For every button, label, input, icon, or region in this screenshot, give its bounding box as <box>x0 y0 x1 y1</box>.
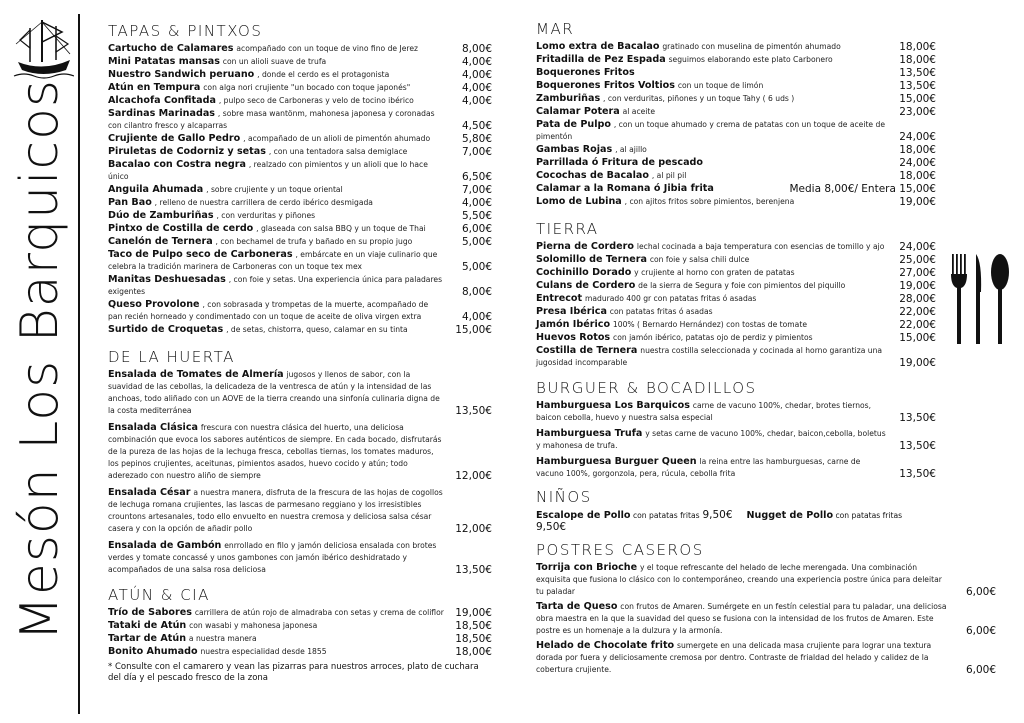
item-description: , con bechamel de trufa y bañado en su propio jugo <box>215 237 413 246</box>
item-price: 18,00€ <box>899 170 936 182</box>
item-name: Parrillada ó Fritura de pescado <box>536 157 704 168</box>
item-name: Pierna de Cordero <box>536 241 634 252</box>
item-price: 19,00€ <box>899 357 936 369</box>
item-price: 24,00€ <box>899 157 936 169</box>
boat-logo-icon <box>12 14 74 84</box>
mar-item <box>536 119 936 143</box>
item-description: enrrollado en filo y jamón deliciosa ensalada con brotes verdes y tomate concassé y unos gambones con jamón ibérico deshidratado y acompañados de una salsa rosa deliciosa <box>108 541 437 574</box>
item-name: Dúo de Zamburiñas <box>108 210 214 221</box>
item-description: gratinado con muselina de pimentón ahumado <box>662 42 841 51</box>
tapas-item <box>108 249 492 273</box>
item-name: Hamburguesa Trufa <box>536 428 643 439</box>
item-description: , donde el cerdo es el protagonista <box>257 70 390 79</box>
item-description: , pulpo seco de Carboneras y velo de tocino ibérico <box>218 96 414 105</box>
item-name: Nuestro Sandwich peruano <box>108 69 255 80</box>
item-name: Helado de Chocolate frito <box>536 640 675 651</box>
tierra-item <box>536 345 936 369</box>
postres-list <box>536 562 996 676</box>
item-description: , con verduritas, piñones y un toque Tahy ( 6 uds ) <box>603 94 795 103</box>
burguer-list <box>536 400 936 480</box>
item-name: Anguila Ahumada <box>108 184 204 195</box>
item-name: Lomo de Lubina <box>536 196 622 207</box>
item-price: 13,50€ <box>899 412 936 424</box>
tierra-item <box>536 254 936 266</box>
item-name: Pata de Pulpo <box>536 119 611 130</box>
mar-list <box>536 41 936 208</box>
item-name: Boquerones Fritos <box>536 67 635 78</box>
huerta-item <box>108 422 492 482</box>
item-description: , al ajillo <box>615 145 647 154</box>
item-price: 8,00€ <box>461 286 492 298</box>
item-description: al aceite <box>622 107 656 116</box>
item-price: 13,50€ <box>455 564 492 576</box>
item-name: Tartar de Atún <box>108 633 187 644</box>
item-description: , con ajitos fritos sobre pimientos, berenjena <box>624 197 795 206</box>
section-title-tapas: TAPAS & PINTXOS <box>108 22 263 40</box>
item-price: 24,00€ <box>899 131 936 143</box>
item-description: , con sobrasada y trompetas de la muerte, acompañado de pan recién horneado y condimentado con un toque de aceite de oliva virgen extra <box>108 300 429 321</box>
item-name: Trío de Sabores <box>108 607 192 618</box>
item-price: 6,00€ <box>965 586 996 598</box>
item-price: 27,00€ <box>899 267 936 279</box>
tapas-item <box>108 236 492 248</box>
item-name: Queso Provolone <box>108 299 200 310</box>
item-description: nuestra especialidad desde 1855 <box>200 647 327 656</box>
item-description: , sobre crujiente y un toque oriental <box>206 185 343 194</box>
item-name: Huevos Rotos <box>536 332 611 343</box>
huerta-item <box>108 540 492 576</box>
mar-item <box>536 67 936 79</box>
item-price: 18,00€ <box>455 646 492 658</box>
postres-item <box>536 640 996 676</box>
tierra-item <box>536 319 936 331</box>
item-description: con jamón ibérico, patatas ojo de perdiz y pimientos <box>613 333 813 342</box>
item-price: 28,00€ <box>899 293 936 305</box>
burguer-item <box>536 428 936 452</box>
item-name: Pintxo de Costilla de cerdo <box>108 223 254 234</box>
item-name: Crujiente de Gallo Pedro <box>108 133 241 144</box>
postres-item <box>536 601 996 637</box>
tapas-item <box>108 95 492 107</box>
section-title-atun: ATÚN & CIA <box>108 586 210 604</box>
item-price: 12,00€ <box>455 470 492 482</box>
item-description: jugosos y llenos de sabor, con la suavidad de las cebollas, la delicadeza de la ventresca de atún y la intensidad de las anchoas, todo aliñado con un AOVE de la tierra creando una sinfonía culinaria digna de la costa mediterránea <box>108 370 440 415</box>
item-name: Hamburguesa Burguer Queen <box>536 456 697 467</box>
tapas-item <box>108 324 492 336</box>
item-name: Hamburguesa Los Barquicos <box>536 400 690 411</box>
tapas-item <box>108 210 492 222</box>
item-description: nuestra costilla seleccionada y cocinada al horno garantiza una jugosidad incomparable <box>536 346 883 367</box>
item-description: , embárcate en un viaje culinario que celebra la tradición marinera de Carboneras con un toque tex mex <box>108 250 438 271</box>
item-price: 4,00€ <box>461 95 492 107</box>
item-price: 13,50€ <box>899 468 936 480</box>
item-price: 18,50€ <box>455 620 492 632</box>
item-description: con patatas fritas ó asadas <box>609 307 713 316</box>
item-name: Cocochas de Bacalao <box>536 170 649 181</box>
tapas-item <box>108 82 492 94</box>
restaurant-name: Mesón Los Barquicos <box>10 78 70 642</box>
item-description: y crujiente al horno con graten de patatas <box>634 268 795 277</box>
tapas-item <box>108 299 492 323</box>
item-description: , sobre masa wantönm, mahonesa japonesa y coronadas con cilantro fresco y alcaparras <box>108 109 435 130</box>
tapas-item <box>108 56 492 68</box>
tapas-item <box>108 43 492 55</box>
item-price: 23,00€ <box>899 106 936 118</box>
item-description: con patatas fritas <box>833 511 903 520</box>
item-name: Presa Ibérica <box>536 306 607 317</box>
item-description: , con foie y setas. Una experiencia única para paladares exigentes <box>108 275 443 296</box>
item-description: carne de vacuno 100%, chedar, brotes tiernos, baicon cebolla, huevo y nuestra salsa especial <box>536 401 872 422</box>
item-name: Ensalada de Tomates de Almería <box>108 369 284 380</box>
item-description: y setas carne de vacuno 100%, chedar, baicon,cebolla, boletus y mahonesa de trufa. <box>536 429 886 450</box>
item-name: Torrija con Brioche <box>536 562 638 573</box>
cutlery-icon <box>948 252 1012 348</box>
burguer-item <box>536 400 936 424</box>
item-description: seguimos elaborando este plato Carbonero <box>668 55 833 64</box>
item-description: , acompañado de un alioli de pimentón ahumado <box>243 134 431 143</box>
right-column <box>536 20 996 679</box>
left-column <box>108 22 492 684</box>
atun-list <box>108 607 492 658</box>
item-name: Piruletas de Codorniz y setas <box>108 146 266 157</box>
item-name: Ensalada César <box>108 487 191 498</box>
item-price: 13,50€ <box>899 80 936 92</box>
item-price: 6,00€ <box>965 664 996 676</box>
huerta-item <box>108 487 492 535</box>
tierra-list <box>536 241 936 369</box>
item-description: , al pil pil <box>651 171 687 180</box>
mar-item <box>536 41 936 53</box>
item-price: 19,00€ <box>899 196 936 208</box>
item-price: 4,50€ <box>461 120 492 132</box>
huerta-list <box>108 369 492 576</box>
item-description: , con un toque ahumado y crema de patatas con un toque de aceite de pimentón <box>536 120 886 141</box>
item-price: 13,50€ <box>899 440 936 452</box>
tapas-item <box>108 184 492 196</box>
item-description: a nuestra manera <box>188 634 257 643</box>
item-price: 19,00€ <box>899 280 936 292</box>
item-price: 4,00€ <box>461 69 492 81</box>
item-price: 9,50€ <box>536 521 567 533</box>
item-description: con patatas fritas <box>630 511 700 520</box>
item-price: Media 8,00€/ Entera 15,00€ <box>789 183 936 195</box>
tapas-item <box>108 223 492 235</box>
item-description: carrillera de atún rojo de almadraba con setas y crema de coliflor <box>194 608 444 617</box>
item-price: 24,00€ <box>899 241 936 253</box>
item-name: Taco de Pulpo seco de Carboneras <box>108 249 293 260</box>
section-title-tierra: TIERRA <box>536 220 599 238</box>
section-title-mar: MAR <box>536 20 575 38</box>
item-name: Gambas Rojas <box>536 144 613 155</box>
mar-item <box>536 170 936 182</box>
tierra-item <box>536 306 936 318</box>
item-name: Ensalada de Gambón <box>108 540 222 551</box>
item-name: Tarta de Queso <box>536 601 618 612</box>
item-name: Alcachofa Confitada <box>108 95 216 106</box>
mar-item <box>536 144 936 156</box>
huerta-item <box>108 369 492 417</box>
item-name: Costilla de Ternera <box>536 345 638 356</box>
item-name: Surtido de Croquetas <box>108 324 224 335</box>
item-price: 6,00€ <box>965 625 996 637</box>
item-description: con un toque de limón <box>677 81 764 90</box>
item-description: , de setas, chistorra, queso, calamar en su tinta <box>226 325 408 334</box>
mar-item <box>536 183 936 195</box>
item-price: 4,00€ <box>461 311 492 323</box>
section-title-ninos: NIÑOS <box>536 488 592 506</box>
item-price: 4,00€ <box>461 56 492 68</box>
item-price: 7,00€ <box>461 146 492 158</box>
mar-item <box>536 54 936 66</box>
ninos-list <box>536 509 936 533</box>
item-name: Solomillo de Ternera <box>536 254 647 265</box>
item-price: 4,00€ <box>461 197 492 209</box>
item-price: 12,00€ <box>455 523 492 535</box>
item-price: 9,50€ <box>702 509 733 521</box>
item-description: frescura con nuestra clásica del huerto, una deliciosa combinación que evoca los sabores auténticos de siempre. En cada bocado, disfrutarás de la pureza de las hojas de la lechuga fresca, cebollas tiernas, los tomates maduros, los pepinos crujientes, aceitunas, pimientos asados, huevo cocido y atún; todo aderezado con nuestro aliño de siempre <box>108 423 442 480</box>
item-name: Boquerones Fritos Voltios <box>536 80 675 91</box>
item-name: Canelón de Ternera <box>108 236 213 247</box>
item-price: 15,00€ <box>455 324 492 336</box>
item-description: sumergete en una delicada masa crujiente para lograr una textura dorada por fuera y deliciosamente cremosa por dentro. Contraste de frialdad del helado y calidez de la cobertura crujiente. <box>536 641 932 674</box>
item-name: Sardinas Marinadas <box>108 108 216 119</box>
mar-item <box>536 106 936 118</box>
item-name: Pan Bao <box>108 197 152 208</box>
tapas-item <box>108 108 492 132</box>
item-description: la reina entre las hamburguesas, carne de vacuno 100%, gorgonzola, pera, rúcula, cebolla frita <box>536 457 861 478</box>
item-name: Zamburiñas <box>536 93 601 104</box>
item-name: Mini Patatas mansas <box>108 56 220 67</box>
item-price: 25,00€ <box>899 254 936 266</box>
section-title-postres: POSTRES CASEROS <box>536 541 704 559</box>
item-price: 4,00€ <box>461 82 492 94</box>
tapas-item <box>108 159 492 183</box>
item-price: 18,00€ <box>899 144 936 156</box>
item-description: con foie y salsa chili dulce <box>649 255 750 264</box>
item-name: Bonito Ahumado <box>108 646 198 657</box>
item-price: 18,50€ <box>455 633 492 645</box>
postres-item <box>536 562 996 598</box>
item-name: Lomo extra de Bacalao <box>536 41 660 52</box>
item-name: Escalope de Pollo <box>536 510 631 521</box>
item-name: Nugget de Pollo <box>746 510 834 521</box>
item-price: 22,00€ <box>899 306 936 318</box>
item-description: de la sierra de Segura y foie con pimientos del piquillo <box>638 281 846 290</box>
atun-item <box>108 607 492 619</box>
item-name: Calamar Potera <box>536 106 620 117</box>
item-description: con un alioli suave de trufa <box>222 57 327 66</box>
item-name: Entrecot <box>536 293 583 304</box>
tapas-item <box>108 146 492 158</box>
tierra-item <box>536 241 936 253</box>
mar-item <box>536 157 936 169</box>
section-title-huerta: DE LA HUERTA <box>108 348 235 366</box>
item-name: Bacalao con Costra negra <box>108 159 246 170</box>
ninos-item <box>536 511 733 521</box>
tapas-list <box>108 43 492 336</box>
item-price: 6,50€ <box>461 171 492 183</box>
item-price: 6,00€ <box>461 223 492 235</box>
item-price: 5,00€ <box>461 236 492 248</box>
item-description: con frutos de Amaren. Sumérgete en un festín celestial para tu paladar, una deliciosa obra maestra en la que la suavidad del queso se fusiona con la intensidad de los frutos de Amaren. Este postre es un homenaje a la dulzura y la armonía. <box>536 602 947 635</box>
vertical-divider <box>78 14 80 714</box>
item-description: , con verduritas y piñones <box>216 211 316 220</box>
atun-item <box>108 620 492 632</box>
item-name: Atún en Tempura <box>108 82 201 93</box>
mar-item <box>536 196 936 208</box>
mar-item <box>536 80 936 92</box>
item-description: acompañado con un toque de vino fino de Jerez <box>236 44 418 53</box>
item-name: Tataki de Atún <box>108 620 187 631</box>
item-price: 7,00€ <box>461 184 492 196</box>
item-price: 5,00€ <box>461 261 492 273</box>
tierra-item <box>536 280 936 292</box>
item-description: , relleno de nuestra carrillera de cerdo ibérico desmigada <box>154 198 373 207</box>
item-description: con alga nori crujiente "un bocado con toque japonés" <box>203 83 411 92</box>
item-name: Cartucho de Calamares <box>108 43 234 54</box>
item-price: 15,00€ <box>899 332 936 344</box>
item-description: , realzado con pimientos y un alioli que lo hace único <box>108 160 428 181</box>
tierra-item <box>536 332 936 344</box>
tapas-item <box>108 197 492 209</box>
item-price: 18,00€ <box>899 41 936 53</box>
item-name: Ensalada Clásica <box>108 422 198 433</box>
item-name: Calamar a la Romana ó Jibia frita <box>536 183 714 194</box>
item-price: 13,50€ <box>899 67 936 79</box>
tierra-item <box>536 267 936 279</box>
item-name: Cochinillo Dorado <box>536 267 632 278</box>
atun-item <box>108 646 492 658</box>
item-price: 15,00€ <box>899 93 936 105</box>
tapas-item <box>108 69 492 81</box>
item-name: Jamón Ibérico <box>536 319 611 330</box>
tapas-item <box>108 274 492 298</box>
item-name: Culans de Cordero <box>536 280 636 291</box>
item-price: 8,00€ <box>461 43 492 55</box>
footnote: * Consulte con el camarero y vean las pizarras para nuestros arroces, plato de cuchara del día y el pescado fresco de la zona <box>108 662 479 683</box>
item-price: 5,80€ <box>461 133 492 145</box>
item-description: con wasabi y mahonesa japonesa <box>189 621 318 630</box>
item-name: Manitas Deshuesadas <box>108 274 226 285</box>
item-description: y el toque refrescante del helado de leche merengada. Una combinación exquisita que fusiona lo clásico con lo contemporáneo, creando una experiencia postre única para deleitar tu paladar <box>536 563 942 596</box>
tierra-item <box>536 293 936 305</box>
item-description: 100% ( Bernardo Hernández) con tostas de tomate <box>612 320 807 329</box>
item-price: 5,50€ <box>461 210 492 222</box>
atun-item <box>108 633 492 645</box>
tapas-item <box>108 133 492 145</box>
item-price: 13,50€ <box>455 405 492 417</box>
item-price: 22,00€ <box>899 319 936 331</box>
burguer-item <box>536 456 936 480</box>
section-title-burguer: BURGUER & BOCADILLOS <box>536 379 757 397</box>
mar-item <box>536 93 936 105</box>
item-name: Fritadilla de Pez Espada <box>536 54 666 65</box>
item-price: 19,00€ <box>455 607 492 619</box>
item-description: madurado 400 gr con patatas fritas ó asadas <box>584 294 757 303</box>
item-description: , glaseada con salsa BBQ y un toque de Thai <box>256 224 426 233</box>
item-description: , con una tentadora salsa demiglace <box>268 147 408 156</box>
item-price: 18,00€ <box>899 54 936 66</box>
item-description: lechal cocinada a baja temperatura con esencias de tomillo y ajo <box>636 242 885 251</box>
item-description: a nuestra manera, disfruta de la frescura de las hojas de cogollos de lechuga romana crujientes, las lascas de parmesano reggiano y los irresistibles crountons artesanales, todo ello envuelto en nuestra cremosa y deliciosa salsa césar casera y con la opción de añadir pollo <box>108 488 443 533</box>
